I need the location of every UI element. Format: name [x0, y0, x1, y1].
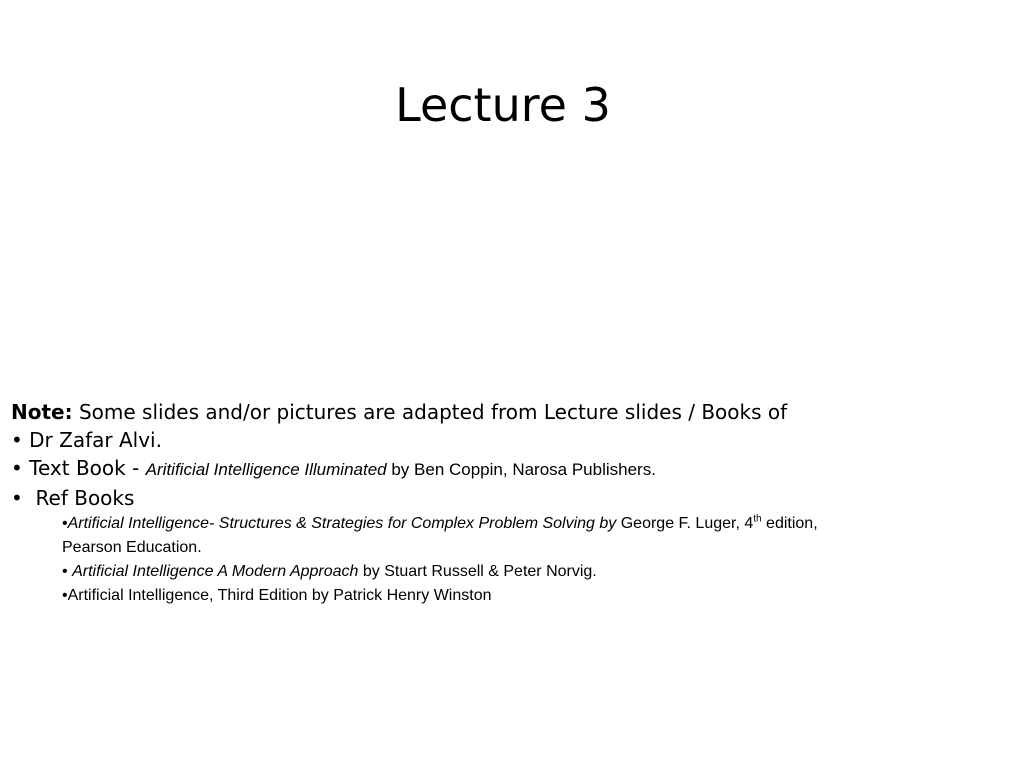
edition-superscript: th	[753, 513, 762, 525]
bullet-icon: •	[11, 428, 23, 452]
dr-zafar-text: Dr Zafar Alvi.	[29, 428, 162, 452]
bullet-text-book	[11, 454, 1011, 484]
reference-item	[62, 512, 1011, 560]
ref-books-label: Ref Books	[35, 486, 135, 510]
reference-author: George F. Luger, 4	[616, 515, 754, 532]
slide-title: Lecture 3	[395, 78, 611, 132]
reference-author: by Stuart Russell & Peter Norvig.	[358, 563, 597, 580]
text-book-author: by Ben Coppin, Narosa Publishers.	[386, 460, 656, 479]
text-book-title: Aritificial Intelligence Illuminated	[145, 460, 387, 479]
bullet-icon: •	[62, 563, 68, 580]
reference-item	[62, 584, 1011, 608]
reference-item	[62, 560, 1011, 584]
reference-edition: edition,	[761, 515, 818, 532]
bullet-icon: •	[11, 456, 23, 480]
reference-title: Artificial Intelligence A Modern Approach	[72, 563, 359, 580]
bullet-ref-books	[11, 484, 1011, 512]
text-book-label: Text Book -	[29, 456, 146, 480]
reference-publisher: Pearson Education.	[62, 539, 202, 556]
reference-text: Artificial Intelligence, Third Edition by Patrick Henry Winston	[67, 587, 492, 604]
bullet-icon: •	[62, 587, 68, 604]
bullet-icon: •	[11, 486, 23, 510]
notes-section	[11, 398, 1011, 608]
reference-list	[11, 512, 1011, 608]
note-text: Some slides and/or pictures are adapted from Lecture slides / Books of	[72, 400, 788, 424]
reference-title: Artificial Intelligence- Structures & Strategies for Complex Problem Solving by	[67, 515, 617, 532]
note-label: Note:	[11, 400, 73, 424]
note-line	[11, 398, 1011, 426]
bullet-dr-zafar	[11, 426, 1011, 454]
bullet-icon: •	[62, 515, 68, 532]
